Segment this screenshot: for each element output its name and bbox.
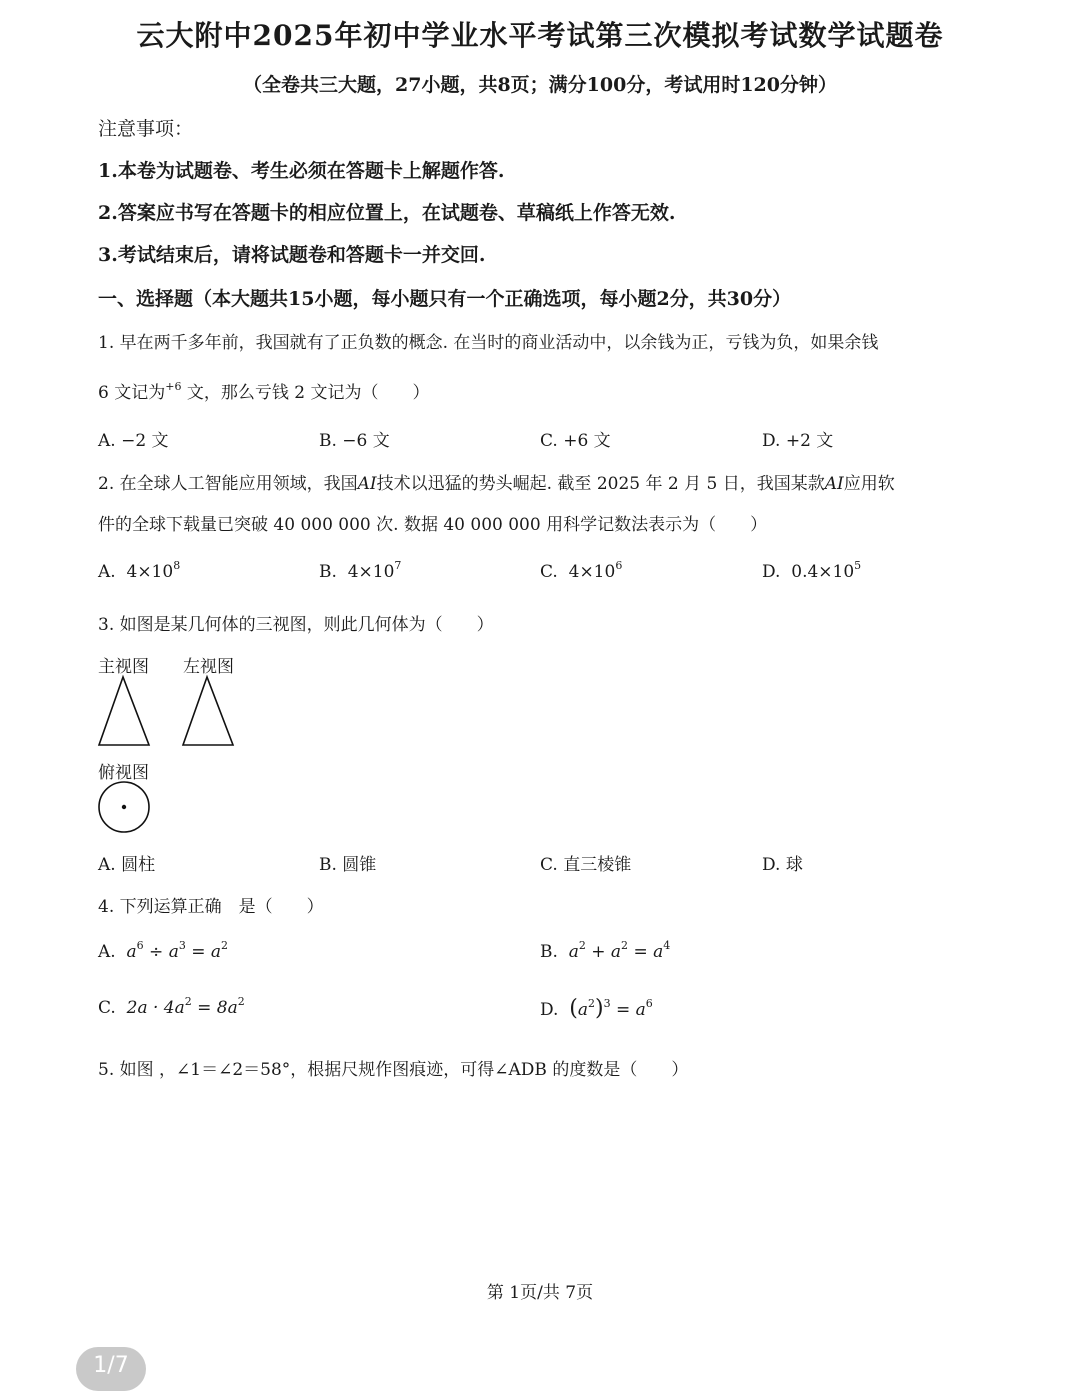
page-indicator[interactable]: 1/7 [76, 1347, 146, 1391]
q2-ai-2: AI [824, 474, 844, 494]
q5-text: 5. 如图 ，∠1＝∠2＝58°，根据尺规作图痕迹，可得∠ADB 的度数是（ ） [98, 1060, 689, 1080]
q4-option-d: D. $(a^2)^3 = a^6$ [540, 996, 653, 1021]
top-view-circle [96, 780, 154, 836]
top-view-label: 俯视图 [98, 763, 149, 783]
q2-text-line2: 件的全球下载量已突破 40 000 000 次. 数据 40 000 000 用科学记数法表示为（ ） [98, 515, 768, 535]
q1-option-a: A. −2 文 [98, 431, 169, 451]
q2-option-c: C. $4\times 10^6$ [540, 559, 623, 582]
q1-option-d: D. +2 文 [762, 431, 834, 451]
q1-text-line1: 1. 早在两千多年前，我国就有了正负数的概念. 在当时的商业活动中，以余钱为正，亏钱为负，如果余钱 [98, 333, 879, 353]
notes-heading: 注意事项： [98, 118, 194, 140]
q2-line1-a: 2. 在全球人工智能应用领域，我国 [98, 474, 358, 494]
q4-option-a: A. $a^6 \div a^3 = a^2$ [98, 939, 229, 962]
left-view-label: 左视图 [183, 657, 234, 677]
q1-option-b: B. −6 文 [319, 431, 390, 451]
exam-subtitle: （全卷共三大题，27小题，共8页；满分100分，考试用时120分钟） [243, 74, 837, 96]
note-item-1: 1.本卷为试题卷、考生必须在答题卡上解题作答. [98, 160, 505, 182]
front-view-label: 主视图 [98, 657, 149, 677]
q1-option-c: C. +6 文 [540, 431, 611, 451]
q2-option-b: B. $4\times 10^7$ [319, 559, 402, 582]
q2-line1-c: 应用软 [843, 474, 895, 494]
front-view-triangle [96, 672, 156, 750]
q3-option-c: C. 直三棱锥 [540, 855, 632, 875]
q2-option-a: A. $4\times 10^8$ [98, 559, 181, 582]
q4-option-c: C. $2a \cdot 4a^2 = 8a^2$ [98, 995, 245, 1018]
q1-plus6: +6 [165, 380, 182, 393]
section-heading: 一、选择题（本大题共15小题，每小题只有一个正确选项，每小题2分，共30分） [98, 288, 792, 310]
note-item-3: 3.考试结束后，请将试题卷和答题卡一并交回. [98, 244, 486, 266]
q3-option-b: B. 圆锥 [319, 855, 377, 875]
left-view-triangle [180, 672, 240, 750]
q2-line1-b: 技术以迅猛的势头崛起. 截至 2025 年 2 月 5 日，我国某款 [376, 474, 825, 494]
q1-text-line2 [98, 378, 429, 403]
q3-option-a: A. 圆柱 [98, 855, 156, 875]
q2-ai-1: AI [357, 474, 377, 494]
q2-option-d: D. $0.4\times 10^5$ [762, 559, 862, 582]
q3-text: 3. 如图是某几何体的三视图，则此几何体为（ ） [98, 615, 494, 635]
page-footer: 第 1页/共 7页 [486, 1283, 594, 1303]
exam-title: 云大附中2025年初中学业水平考试第三次模拟考试数学试题卷 [136, 19, 944, 52]
q3-option-d: D. 球 [762, 855, 803, 875]
q4-text: 4. 下列运算正确 是（ ） [98, 897, 324, 917]
q4-option-b: B. $a^2 + a^2 = a^4$ [540, 939, 671, 962]
q2-text-line1 [98, 469, 895, 494]
q1-line2-a: 6 文记为 [98, 383, 166, 403]
note-item-2: 2.答案应书写在答题卡的相应位置上，在试题卷、草稿纸上作答无效. [98, 202, 676, 224]
q1-line2-b: 文，那么亏钱 2 文记为（ ） [186, 383, 430, 403]
